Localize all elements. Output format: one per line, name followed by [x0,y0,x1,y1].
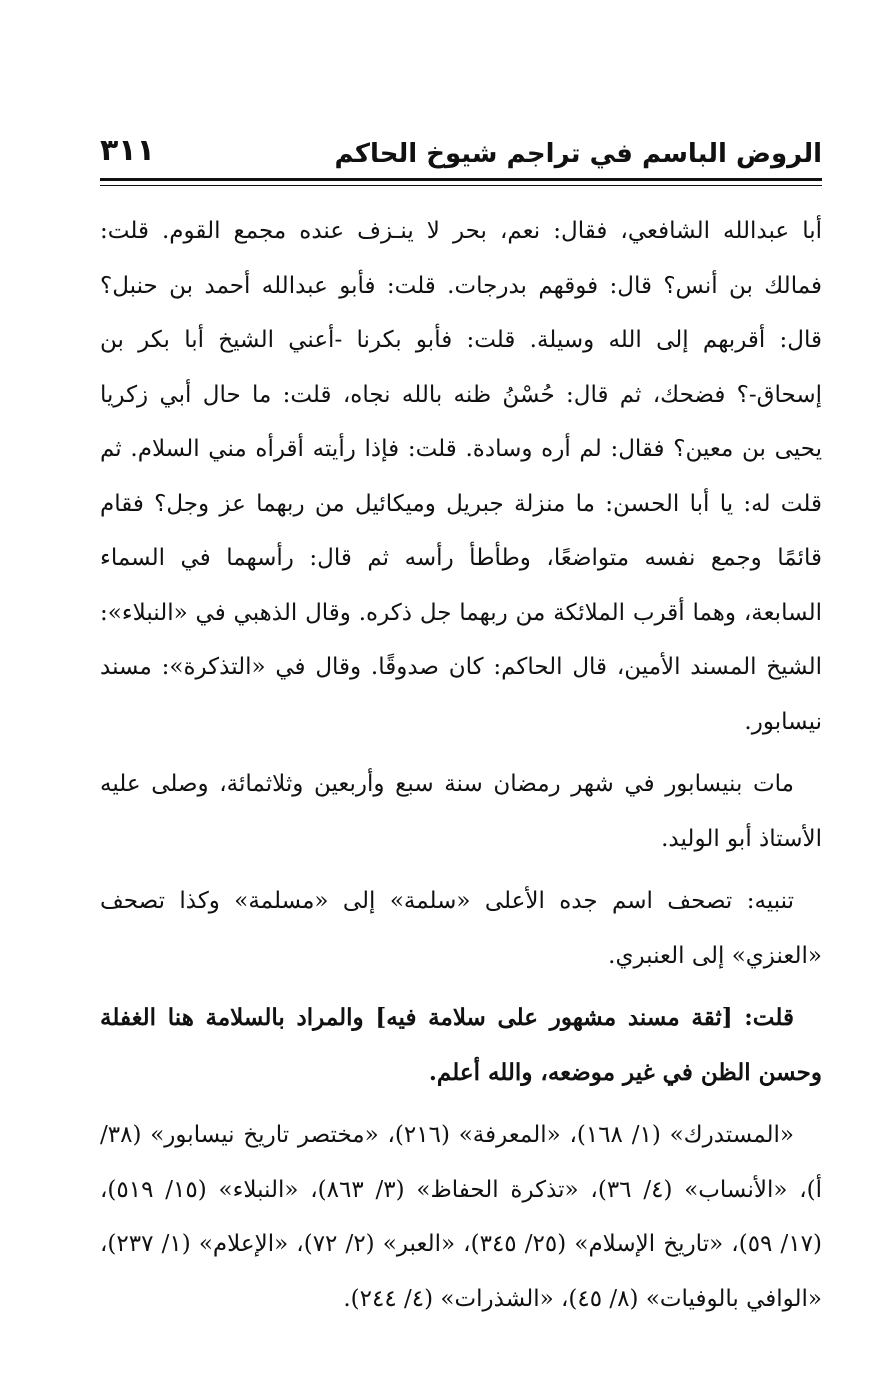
paragraph-death: مات بنيسابور في شهر رمضان سنة سبع وأربعين وثلاثمائة، وصلى عليه الأستاذ أبو الوليد. [100,771,822,852]
paragraph-note: تنبيه: تصحف اسم جده الأعلى «سلمة» إلى «مسلمة» وكذا تصحف «العنزي» إلى العنبري. [100,888,822,969]
header-rule-thin [100,185,822,186]
header-rule-thick [100,178,822,181]
paragraph-narration: أبا عبدالله الشافعي، فقال: نعم، بحر لا ينـزف عنده مجمع القوم. قلت: فمالك بن أنس؟ قال: فوقهم بدرجات. قلت: فأبو عبدالله أحمد بن حنبل؟ قال: أقربهم إلى الله وسيلة. قلت: فأبو بكرنا -أعني الشيخ أبا بكر بن إسحاق-؟ فضحك، ثم قال: حُسْنُ ظنه بالله نجاه، قلت: ما حال أبي زكريا يحيى بن معين؟ فقال: لم أره وسادة. قلت: فإذا رأيته أقرأه مني السلام. ثم قلت له: يا أبا الحسن: ما منزلة جبريل وميكائيل من ربهما عز وجل؟ فقام قائمًا وجمع نفسه متواضعًا، وطأطأ رأسه ثم قال: رأسهما في السماء السابعة، وهما أقرب الملائكة من ربهما جل ذكره. وقال الذهبي في «النبلاء»: الشيخ المسند الأمين، قال الحاكم: كان صدوقًا. وقال في «التذكرة»: مسند نيسابور. [100,218,822,735]
page-number: ٣١١ [100,133,155,168]
paragraph-sources: «المستدرك» (١/ ١٦٨)، «المعرفة» (٢١٦)، «مختصر تاريخ نيسابور» (٣٨/ أ)، «الأنساب» (٤/ ٣٦)، «تذكرة الحفاظ» (٣/ ٨٦٣)، «النبلاء» (١٥/ ٥١٩)، (١٧/ ٥٩)، «تاريخ الإسلام» (٢٥/ ٣٤٥)، «العبر» (٢/ ٧٢)، «الإعلام» (١/ ٢٣٧)، «الوافي بالوفيات» (٨/ ٤٥)، «الشذرات» (٤/ ٢٤٤). [100,1122,823,1312]
page-header [100,130,822,178]
page-body [100,204,822,1326]
running-title: الروض الباسم في تراجم شيوخ الحاكم [334,139,822,169]
paragraph-verdict: قلت: [ثقة مسند مشهور على سلامة فيه] والمراد بالسلامة هنا الغفلة وحسن الظن في غير موضعه، والله أعلم. [100,1004,822,1086]
